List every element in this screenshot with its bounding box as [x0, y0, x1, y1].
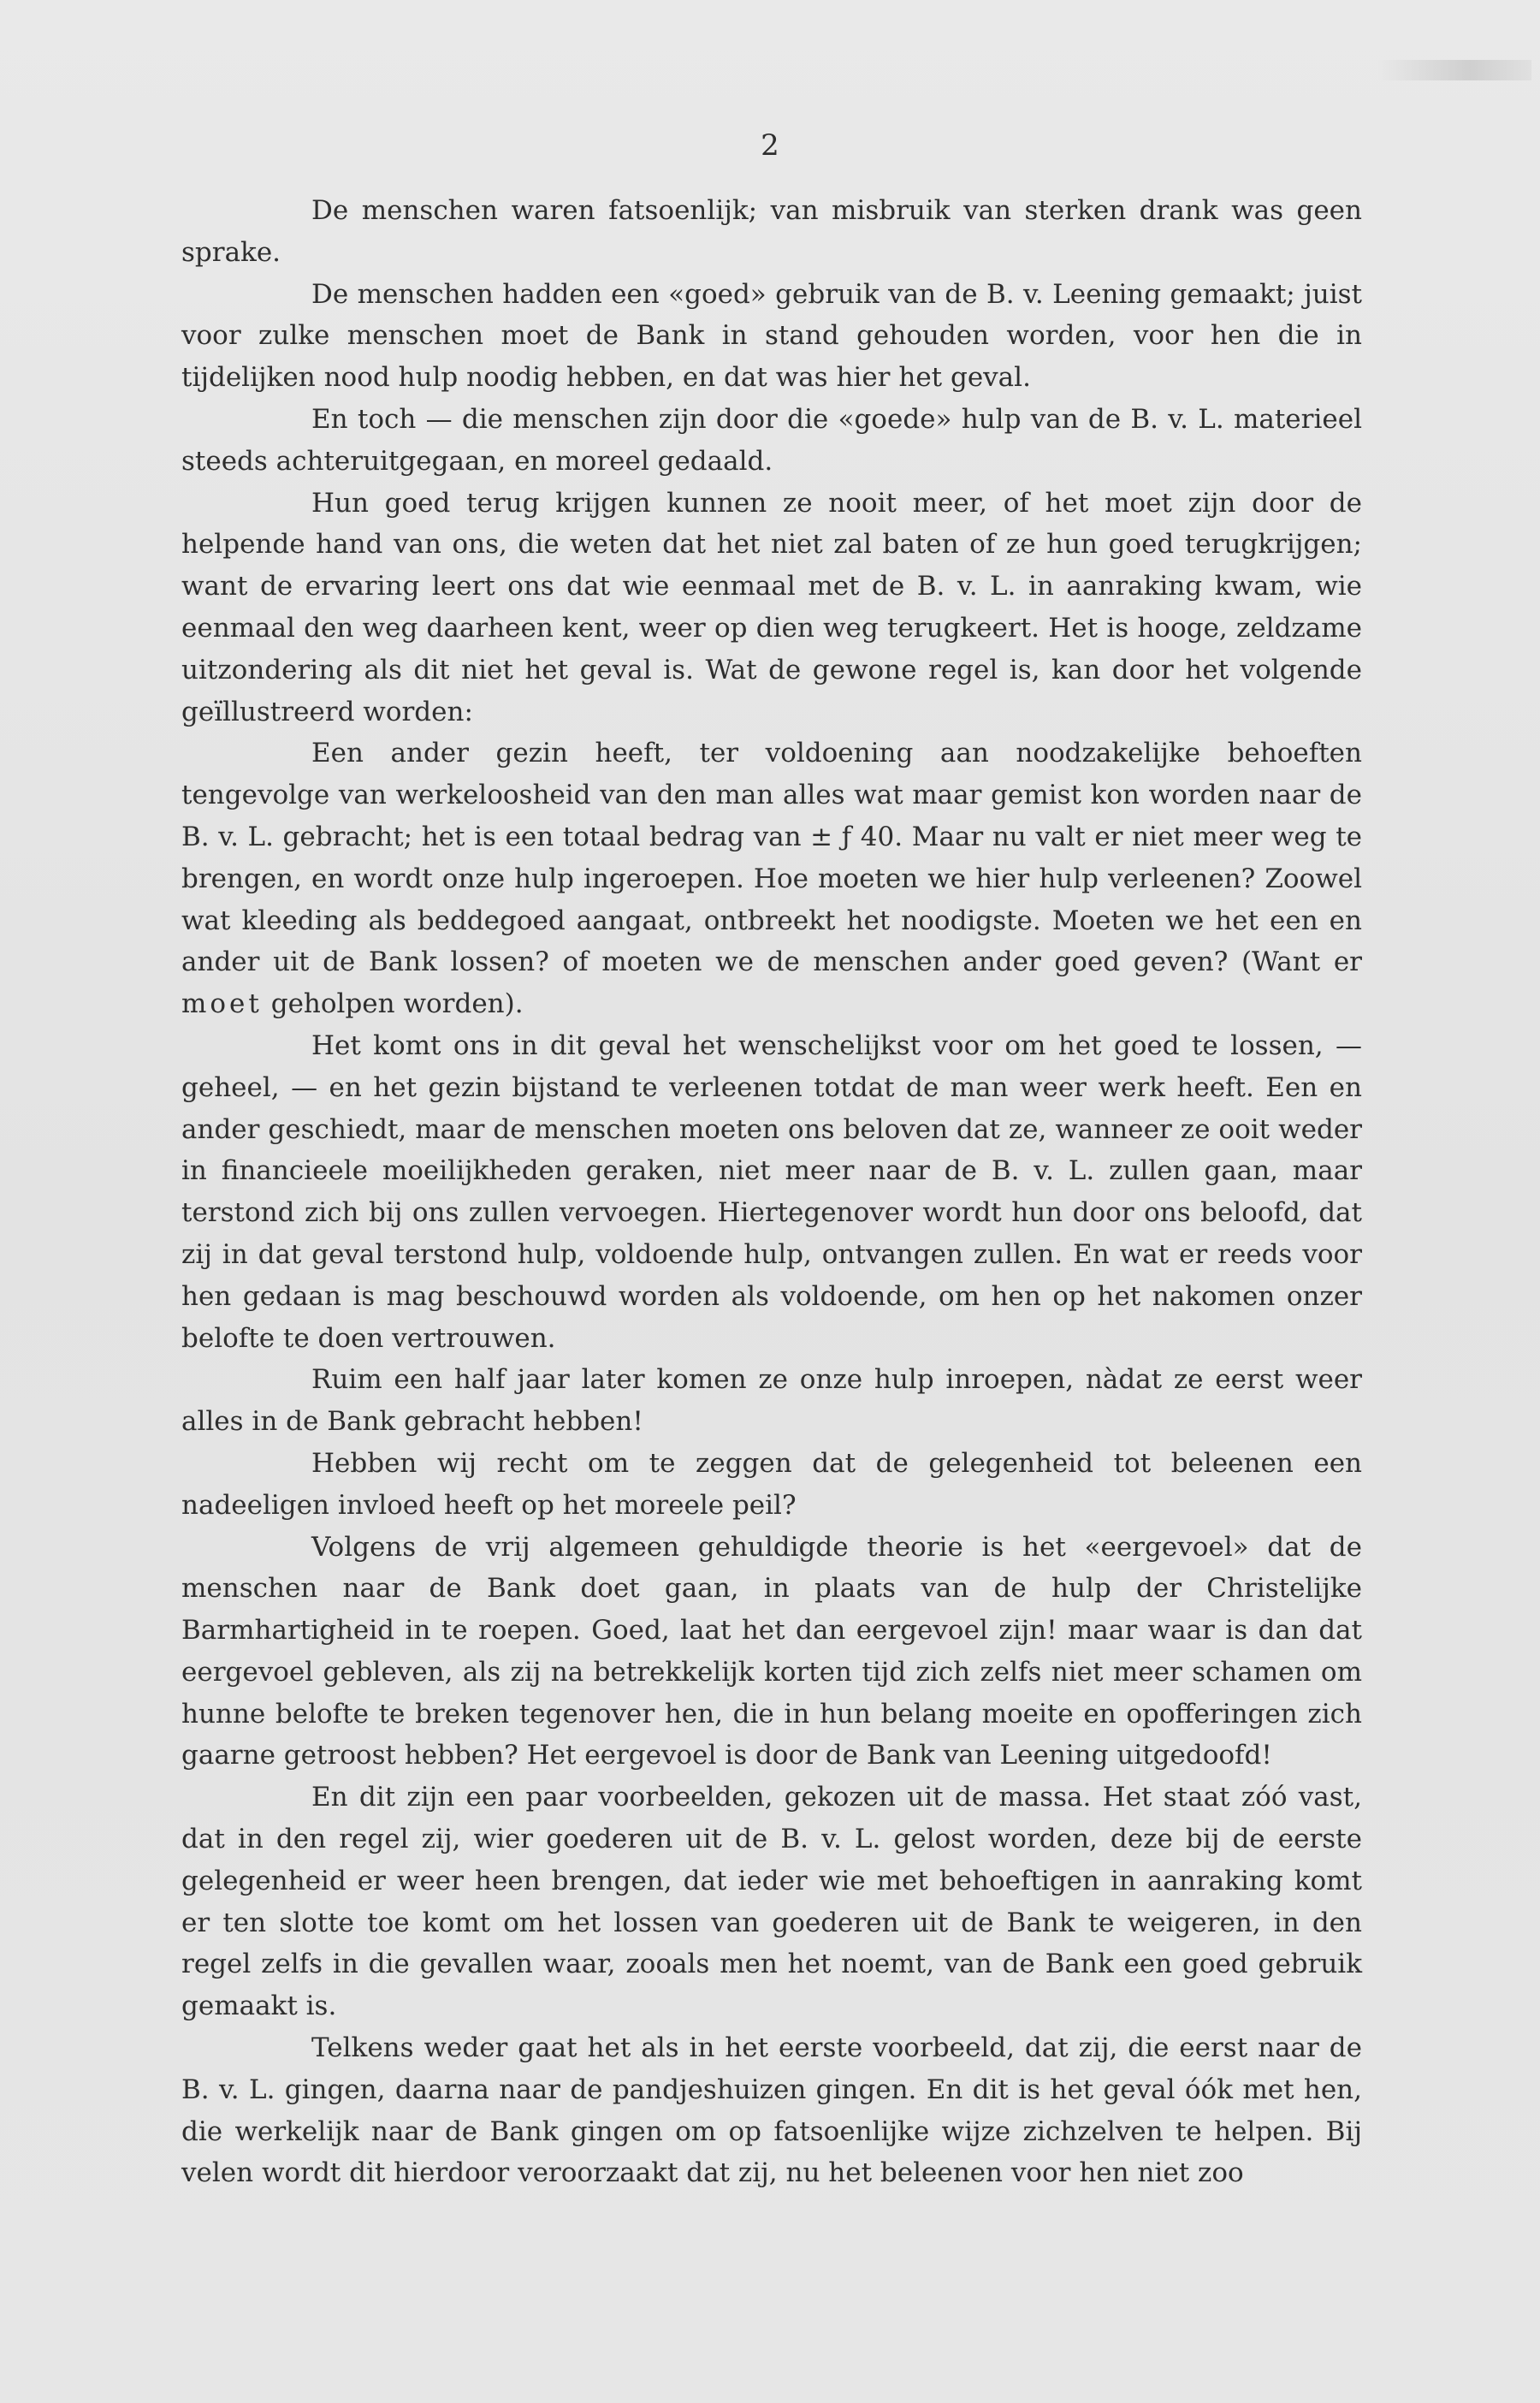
page-number: 2 — [761, 128, 779, 163]
emphasis-moet: moet — [181, 988, 263, 1020]
paragraph-6: Het komt ons in dit geval het wenschelijkst voor om het goed te lossen, — geheel, — en het gezin bijstand te verleenen totdat de man weer werk heeft. Een en ander geschiedt, maar de menschen moeten ons beloven dat ze, wanneer ze ooit weder in financieele moeilijkheden geraken, niet meer naar de B. v. L. zullen gaan, maar terstond zich bij ons zullen vervoegen. Hiertegenover wordt hun door ons beloofd, dat zij in dat geval terstond hulp, voldoende hulp, ontvangen zullen. En wat er reeds voor hen gedaan is mag beschouwd worden als voldoende, om hen op het nakomen onzer belofte te doen vertrouwen. — [181, 1029, 1362, 1354]
paragraph-5 — [181, 733, 1362, 1025]
paragraph-10: En dit zijn een paar voorbeelden, gekozen uit de massa. Het staat zóó vast, dat in den regel zij, wier goederen uit de B. v. L. gelost worden, deze bij de eerste gelegenheid er weer heen brengen, dat ieder wie met behoeftigen in aanraking komt er ten slotte toe komt om het lossen van goederen uit de Bank te weigeren, in den regel zelfs in die gevallen waar, zooals men het noemt, van de Bank een goed gebruik gemaakt is. — [181, 1782, 1362, 2022]
paragraph-1: De menschen waren fatsoenlijk; van misbruik van sterken drank was geen sprake. — [181, 195, 1362, 268]
paragraph-9: Volgens de vrij algemeen gehuldigde theorie is het «eergevoel» dat de menschen naar de Bank doet gaan, in plaats van de hulp der Christelijke Barmhartigheid in te roepen. Goed, laat het dan eergevoel zijn! maar waar is dan dat eergevoel gebleven, als zij na betrekkelijk korten tijd zich zelfs niet meer schamen om hunne belofte te breken tegenover hen, die in hun belang moeite en opofferingen zich gaarne getroost hebben? Het eergevoel is door de Bank van Leening uitgedoofd! — [181, 1531, 1362, 1771]
paragraph-5-after: geholpen worden). — [270, 988, 524, 1020]
page-edge-mark — [1377, 60, 1531, 80]
paragraph-11: Telkens weder gaat het als in het eerste voorbeeld, dat zij, die eerst naar de B. v. L. gingen, daarna naar de pandjeshuizen gingen. En dit is het geval óók met hen, die werkelijk naar de Bank gingen om op fatsoenlijke wijze zichzelven te helpen. Bij velen wordt dit hierdoor veroorzaakt dat zij, nu het beleenen voor hen niet zoo — [181, 2032, 1362, 2189]
paragraph-3: En toch — die menschen zijn door die «goede» hulp van de B. v. L. materieel steeds achteruitgegaan, en moreel gedaald. — [181, 403, 1362, 477]
body-text — [181, 190, 1362, 2194]
paragraph-5-text: Een ander gezin heeft, ter voldoening aan noodzakelijke behoeften tengevolge van werkeloosheid van den man alles wat maar gemist kon worden naar de B. v. L. gebracht; het is een totaal bedrag van ± ƒ 40. Maar nu valt er niet meer weg te brengen, en wordt onze hulp ingeroepen. Hoe moeten we hier hulp verleenen? Zoowel wat kleeding als beddegoed aangaat, ontbreekt het noodigste. Moeten we het een en ander uit de Bank lossen? of moeten we de menschen ander goed geven? (Want er — [181, 738, 1362, 978]
paragraph-8: Hebben wij recht om te zeggen dat de gelegenheid tot beleenen een nadeeligen invloed heeft op het moreele peil? — [181, 1447, 1362, 1521]
paragraph-4: Hun goed terug krijgen kunnen ze nooit meer, of het moet zijn door de helpende hand van ons, die weten dat het niet zal baten of ze hun goed terugkrijgen; want de ervaring leert ons dat wie eenmaal met de B. v. L. in aanraking kwam, wie eenmaal den weg daarheen kent, weer op dien weg terugkeert. Het is hooge, zeldzame uitzondering als dit niet het geval is. Wat de gewone regel is, kan door het volgende geïllustreerd worden: — [181, 487, 1362, 727]
paragraph-2: De menschen hadden een «goed» gebruik van de B. v. Leening gemaakt; juist voor zulke menschen moet de Bank in stand gehouden worden, voor hen die in tijdelijken nood hulp noodig hebben, en dat was hier het geval. — [181, 278, 1362, 394]
paragraph-7: Ruim een half jaar later komen ze onze hulp inroepen, nàdat ze eerst weer alles in de Bank gebracht hebben! — [181, 1364, 1362, 1438]
